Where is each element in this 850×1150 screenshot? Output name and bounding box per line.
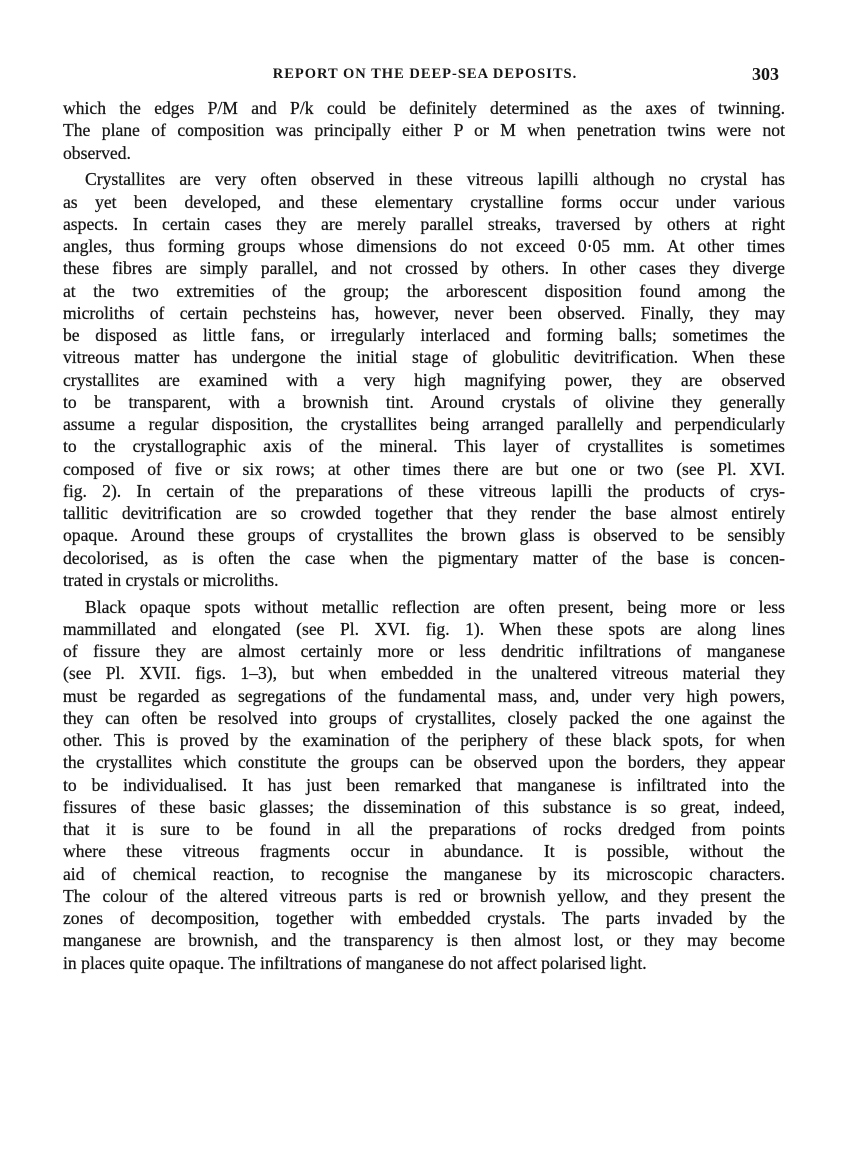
text-line: must be regarded as segregations of the fundamental mass, and, under very high powers, — [63, 685, 785, 706]
text-line: the crystallites which constitute the groups can be observed upon the borders, they appear — [63, 752, 785, 773]
text-line: assume a regular disposition, the crystallites being arranged parallelly and perpendicularly — [63, 414, 785, 434]
text-line: The plane of composition was principally either P or M when penetration twins were not — [63, 120, 785, 141]
text-line: of fissure they are almost certainly more or less dendritic infiltrations of manganese — [63, 641, 785, 661]
text-line: microliths of certain pechsteins has, however, never been observed. Finally, they may — [63, 302, 785, 323]
text-line: trated in crystals or microliths. — [63, 569, 279, 590]
text-line: other. This is proved by the examination of the periphery of these black spots, for when — [63, 730, 785, 750]
paragraph — [63, 97, 785, 164]
text-line: to be transparent, with a brownish tint. Around crystals of olivine they generally — [63, 391, 785, 412]
text-line: observed. — [63, 142, 131, 163]
text-line: tallitic devitrification are so crowded together that they render the base almost entirely — [63, 503, 785, 523]
text-line: aspects. In certain cases they are merely parallel streaks, traversed by others at right — [63, 213, 785, 234]
page-number: 303 — [752, 64, 779, 84]
text-line: they can often be resolved into groups of crystallites, closely packed the one against the — [63, 707, 785, 728]
text-line: be disposed as little fans, or irregularly interlaced and forming balls; sometimes the — [63, 325, 785, 345]
text-line: at the two extremities of the group; the arborescent disposition found among the — [63, 280, 785, 301]
text-line: mammillated and elongated (see Pl. XVI. fig. 1). When these spots are along lines — [63, 618, 785, 639]
text-line: as yet been developed, and these elementary crystalline forms occur under various — [63, 191, 785, 212]
text-line: in places quite opaque. The infiltrations of manganese do not affect polarised light. — [63, 952, 647, 973]
text-line: decolorised, as is often the case when the pigmentary matter of the base is concen- — [63, 547, 785, 568]
text-line: angles, thus forming groups whose dimensions do not exceed 0·05 mm. At other times — [63, 236, 785, 256]
text-line: where these vitreous fragments occur in abundance. It is possible, without the — [63, 841, 785, 862]
text-line: fissures of these basic glasses; the dissemination of this substance is so great, indeed, — [63, 796, 785, 817]
text-line: composed of five or six rows; at other times there are but one or two (see Pl. XVI. — [63, 458, 785, 479]
text-line: aid of chemical reaction, to recognise the manganese by its microscopic characters. — [63, 863, 785, 884]
text-line: fig. 2). In certain of the preparations of these vitreous lapilli the products of crys- — [63, 480, 785, 501]
page-header — [0, 64, 850, 88]
text-line: these fibres are simply parallel, and not crossed by others. In other cases they diverge — [63, 258, 785, 279]
body-text — [63, 97, 785, 978]
text-line: (see Pl. XVII. figs. 1–3), but when embedded in the unaltered vitreous material they — [63, 663, 785, 684]
text-line: to the crystallographic axis of the mineral. This layer of crystallites is sometimes — [63, 436, 785, 457]
text-line: which the edges P/M and P/k could be definitely determined as the axes of twinning. — [63, 98, 785, 118]
text-line: to be individualised. It has just been remarked that manganese is infiltrated into the — [63, 774, 785, 795]
text-line: Black opaque spots without metallic reflection are often present, being more or less — [85, 596, 785, 617]
text-line: manganese are brownish, and the transparency is then almost lost, or they may become — [63, 930, 785, 951]
text-line: The colour of the altered vitreous parts is red or brownish yellow, and they present the — [63, 885, 785, 906]
text-line: vitreous matter has undergone the initial stage of globulitic devitrification. When these — [63, 347, 785, 368]
text-line: that it is sure to be found in all the preparations of rocks dredged from points — [63, 819, 785, 839]
text-line: Crystallites are very often observed in these vitreous lapilli although no crystal has — [85, 169, 785, 190]
paragraph — [63, 168, 785, 591]
running-title: REPORT ON THE DEEP-SEA DEPOSITS. — [272, 66, 578, 82]
text-line: zones of decomposition, together with embedded crystals. The parts invaded by the — [63, 908, 785, 928]
paragraph — [63, 596, 785, 974]
text-line: crystallites are examined with a very high magnifying power, they are observed — [63, 369, 785, 390]
text-line: opaque. Around these groups of crystallites the brown glass is observed to be sensibly — [63, 525, 785, 546]
